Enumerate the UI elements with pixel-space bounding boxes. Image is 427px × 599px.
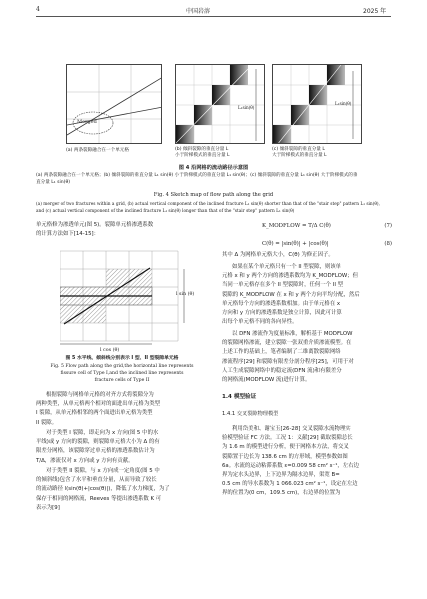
- left-intro-line: 的计算方法如下[14-15]：: [36, 231, 99, 238]
- left-intro: [36, 221, 208, 239]
- text-line: 当同一单元格存在多个 II 型裂隙时，任何一个 II 型: [222, 282, 344, 289]
- equation-explanation: 其中 Δ 为网格单元格大小，C(θ) 为修正因子。: [222, 252, 334, 258]
- journal-name: 中国岩溶: [186, 8, 211, 15]
- fig5-title-cn: 图 5 水平线、倾斜线分别表示 I 型、II 型裂隙单元格: [65, 356, 179, 361]
- fig5-title-en-1: Fig. 5 Flow path along the grid,the horizontal line represents: [50, 364, 194, 369]
- lsin-label-b: L₁sin(θ): [238, 105, 255, 110]
- text-line: 方向和 y 方向的渗透系数是独立计算，因此可计算: [222, 310, 342, 317]
- text-line: 裂隙置于边长为 138.6 cm 的方形域，模型参数如图: [222, 453, 348, 460]
- fig4-notes-cn-2: 直分量 L₁ sin(θ): [36, 180, 71, 185]
- text-line: I 裂隙，从单元格相邻的两个面进出单元格为类型: [36, 410, 153, 417]
- text-line: 元格 x 和 y 两个方向的渗透系数均为 K_MODFLOW；但: [222, 273, 358, 280]
- text-line: II 裂隙。: [36, 419, 58, 426]
- text-line: 的网格流(MODFLOW 流)进行计算。: [222, 377, 311, 384]
- text-line: 表示为[9]: [36, 504, 60, 511]
- eq7-rhs: T/Δ C(θ): [308, 223, 331, 229]
- text-line: 为 1.6 m 的模型进行分析，便于网格本方法，将交叉: [222, 444, 349, 451]
- fig4-label-a: (a) 两条裂隙融合在一个单元格: [66, 148, 129, 153]
- text-line: 对于类型 I 裂隙，即走向为 x 方向(图 5 中的水: [46, 430, 159, 436]
- text-line: 对于类型 II 裂隙，与 x 方向成一定角度(图 5 中: [46, 468, 160, 474]
- fig4-panel-c: [272, 64, 362, 144]
- text-line: 限差分网格，该裂隙穿过单元格的渗透系数估计为: [36, 448, 155, 455]
- text-line: 根据裂隙与网格单元格的对齐方式将裂隙分为: [46, 392, 154, 398]
- text-line: 出每个单元格不同的各向异性。: [222, 319, 298, 326]
- text-line: 人工生成裂隙网络中的稳定流(DFN 流)和有限差分: [222, 367, 342, 374]
- right-paragraph-3: [222, 425, 392, 499]
- text-line: 的流动路径 l(sin(θ)+|cos(θ)|)，降低了水力梯度，为了: [36, 486, 170, 493]
- fig4-label-c1: (c) 倾斜裂隙的垂直分量 L: [272, 147, 325, 152]
- right-paragraph-1: [222, 263, 392, 327]
- lsin-label-c: L₁sin(θ): [335, 101, 352, 106]
- text-line: 的倾斜线)包含了水平和垂直分量，从而导致了较长: [36, 477, 157, 484]
- text-line: 渗流程序[29] 和裂隙有限差分剖分程序[25]，可用于对: [222, 358, 354, 365]
- fig4-panel-b: [175, 64, 265, 144]
- left-paragraph-2: [36, 429, 208, 466]
- text-line: 平线)或 y 方向的裂隙，则裂隙单元格大小为 Δ 的有: [36, 439, 160, 446]
- header-year: 2025 年: [363, 8, 387, 15]
- page-number: 4: [36, 6, 40, 13]
- fig4-label-c2: 大于阶梯模式的垂直分量 L: [272, 153, 327, 158]
- text-line: 单元格每个方向的渗透系数相加。由于单元格在 x: [222, 300, 341, 307]
- section-1-4-heading: 1.4 模型验证: [222, 394, 257, 400]
- text-line: 如果在某个单元格只有一个 II 型裂隙，则该单: [232, 264, 342, 270]
- header-rule: [36, 16, 391, 17]
- merged-label: Merged: [77, 119, 97, 125]
- fig5-title-en-3: fracture cells of Type II: [94, 378, 150, 383]
- fig4a-diagram: [67, 65, 162, 144]
- equation-8: [222, 240, 392, 249]
- fig5-lsin-label: l sin (θ): [176, 292, 195, 297]
- left-paragraph-3: [36, 467, 208, 513]
- section-1-4-1-heading: 1.4.1 交叉裂隙物理模型: [222, 411, 279, 417]
- eq7-number: (7): [384, 223, 392, 229]
- text-line: 保存于相同的网格流，Reeves 等提出渗透系数 K 可: [36, 495, 162, 502]
- fig4-label-b2: 小于阶梯模式的垂直分量 L: [175, 153, 230, 158]
- text-line: 界的位置为(0 cm，109.5 cm)，右边界的位置为: [222, 490, 341, 497]
- right-paragraph-2: [222, 330, 392, 385]
- eq7-lhs: K_MODFLOW =: [262, 223, 309, 229]
- fig4-panel-a: [66, 64, 162, 144]
- text-line: 利用岱美和、谢宝玉[26-28] 交叉裂隙水流物理实: [232, 426, 351, 432]
- text-line: 上述工作的基础上，笔者编制了二维离散裂隙网络: [222, 349, 341, 356]
- fig4-notes-en-1: (a) merger of two fractures within a grid, (b) actual vertical component of the inclined fracture L₁ sin(θ) shorter than that of the "stair step" pattern L₁ sin(θ),: [36, 202, 380, 207]
- text-line: 验模型验证 FC 方法。工况 1：义献[29] 截取裂隙总长: [222, 435, 353, 442]
- fig5-lcos-label: l cos (θ): [100, 348, 120, 353]
- text-line: 以 DFN 渗流作为度量标准，解析基于 MODFLOW: [232, 331, 353, 337]
- eq8-body: C(θ) = |sin(θ)| + |cos(θ)|: [262, 241, 329, 247]
- text-line: 界为定水头边界，上下边界为隔水边界，渠宽 B=: [222, 472, 340, 479]
- text-line: 6a。水流的运动粘滞系数 ε=0.009 58 cm² s⁻¹，左右边: [222, 462, 359, 469]
- text-line: 的裂隙网格渗流，建立裂隙一张双重介质渗流模型。在: [222, 340, 352, 347]
- fig4-title-cn: 图 4 沿网格的流动路径示意图: [178, 165, 249, 171]
- equation-7: [222, 222, 392, 231]
- text-line: 裂隙的 K_MODFLOW 在 x 和 y 两个方向平均分配，然后: [222, 291, 360, 298]
- text-line: 两种类型，从单元格两个相对的面进出单元格为类型: [36, 401, 160, 408]
- fig4c-diagram: [273, 65, 362, 144]
- fig4b-diagram: [176, 65, 265, 144]
- text-line: T/Δ，渗流仅对 x 方向或 y 方向有贡献。: [36, 457, 134, 464]
- left-paragraph-1: [36, 391, 208, 428]
- fig4-label-b1: (b) 倾斜裂隙的垂直分量 L: [175, 147, 229, 152]
- fig4-notes-en-2: and (c) actual vertical component of the inclined fracture L₁ sin(θ) longer than that of the "stair step" pattern L₁ sin(θ): [36, 209, 295, 214]
- eq8-number: (8): [384, 241, 392, 247]
- left-intro-line: 单元格修为渗透单元(图 5)。裂隙单元格渗透系数: [36, 222, 154, 228]
- fig4-notes-cn-1: (a) 两条裂隙融合在一个单元格；(b) 倾斜裂隙的垂直分量 L₁ sin(θ) 小于阶梯模式的垂直分量 L₁ sin(θ)；(c) 倾斜裂隙的垂直分量 L₁ sin(θ) 大于阶梯模式的垂: [36, 173, 358, 178]
- text-line: 0.5 cm 的导水系数为 1 066.023 cm² s⁻¹，设定在左边: [222, 481, 358, 488]
- fig4-title-en: Fig. 4 Sketch map of flow path along the grid: [153, 192, 274, 198]
- fig5-title-en-2: fissure cell of Type I,and the inclined line represents: [60, 371, 184, 376]
